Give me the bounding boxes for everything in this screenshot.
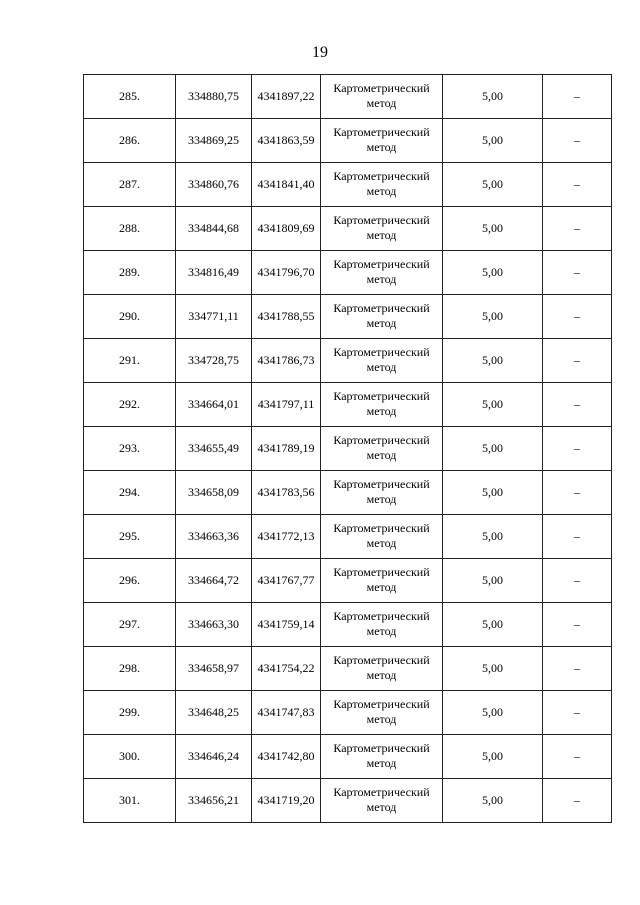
method-cell: Картометрический метод (321, 163, 443, 207)
note-cell: – (543, 515, 612, 559)
point-number-cell: 297. (84, 603, 176, 647)
point-number-cell: 290. (84, 295, 176, 339)
accuracy-cell: 5,00 (443, 691, 543, 735)
note-cell: – (543, 251, 612, 295)
x-coordinate-cell: 334728,75 (176, 339, 252, 383)
x-coordinate-cell: 334880,75 (176, 75, 252, 119)
point-number-cell: 288. (84, 207, 176, 251)
table-row (84, 207, 612, 251)
coordinates-table-body (84, 75, 612, 823)
point-number-cell: 289. (84, 251, 176, 295)
y-coordinate-cell: 4341742,80 (252, 735, 321, 779)
y-coordinate-cell: 4341783,56 (252, 471, 321, 515)
method-cell: Картометрический метод (321, 647, 443, 691)
point-number-cell: 300. (84, 735, 176, 779)
y-coordinate-cell: 4341796,70 (252, 251, 321, 295)
x-coordinate-cell: 334664,01 (176, 383, 252, 427)
accuracy-cell: 5,00 (443, 559, 543, 603)
table-row (84, 75, 612, 119)
note-cell: – (543, 735, 612, 779)
note-cell: – (543, 471, 612, 515)
method-cell: Картометрический метод (321, 339, 443, 383)
point-number-cell: 301. (84, 779, 176, 823)
point-number-cell: 285. (84, 75, 176, 119)
accuracy-cell: 5,00 (443, 779, 543, 823)
x-coordinate-cell: 334663,36 (176, 515, 252, 559)
method-cell: Картометрический метод (321, 119, 443, 163)
point-number-cell: 299. (84, 691, 176, 735)
table-row (84, 603, 612, 647)
table-row (84, 559, 612, 603)
point-number-cell: 286. (84, 119, 176, 163)
table-row (84, 383, 612, 427)
x-coordinate-cell: 334860,76 (176, 163, 252, 207)
accuracy-cell: 5,00 (443, 251, 543, 295)
y-coordinate-cell: 4341809,69 (252, 207, 321, 251)
accuracy-cell: 5,00 (443, 75, 543, 119)
note-cell: – (543, 119, 612, 163)
method-cell: Картометрический метод (321, 75, 443, 119)
table-row (84, 471, 612, 515)
accuracy-cell: 5,00 (443, 427, 543, 471)
x-coordinate-cell: 334663,30 (176, 603, 252, 647)
note-cell: – (543, 427, 612, 471)
accuracy-cell: 5,00 (443, 735, 543, 779)
table-row (84, 779, 612, 823)
x-coordinate-cell: 334658,97 (176, 647, 252, 691)
note-cell: – (543, 559, 612, 603)
accuracy-cell: 5,00 (443, 163, 543, 207)
y-coordinate-cell: 4341797,11 (252, 383, 321, 427)
method-cell: Картометрический метод (321, 735, 443, 779)
accuracy-cell: 5,00 (443, 119, 543, 163)
x-coordinate-cell: 334646,24 (176, 735, 252, 779)
note-cell: – (543, 779, 612, 823)
y-coordinate-cell: 4341747,83 (252, 691, 321, 735)
method-cell: Картометрический метод (321, 515, 443, 559)
point-number-cell: 293. (84, 427, 176, 471)
x-coordinate-cell: 334655,49 (176, 427, 252, 471)
page-number: 19 (312, 44, 328, 61)
method-cell: Картометрический метод (321, 691, 443, 735)
y-coordinate-cell: 4341754,22 (252, 647, 321, 691)
method-cell: Картометрический метод (321, 559, 443, 603)
note-cell: – (543, 691, 612, 735)
table-row (84, 515, 612, 559)
point-number-cell: 292. (84, 383, 176, 427)
x-coordinate-cell: 334648,25 (176, 691, 252, 735)
method-cell: Картометрический метод (321, 207, 443, 251)
accuracy-cell: 5,00 (443, 603, 543, 647)
method-cell: Картометрический метод (321, 427, 443, 471)
method-cell: Картометрический метод (321, 251, 443, 295)
table-row (84, 691, 612, 735)
table-row (84, 647, 612, 691)
note-cell: – (543, 207, 612, 251)
table-row (84, 251, 612, 295)
accuracy-cell: 5,00 (443, 207, 543, 251)
y-coordinate-cell: 4341786,73 (252, 339, 321, 383)
accuracy-cell: 5,00 (443, 647, 543, 691)
x-coordinate-cell: 334656,21 (176, 779, 252, 823)
note-cell: – (543, 339, 612, 383)
note-cell: – (543, 603, 612, 647)
method-cell: Картометрический метод (321, 779, 443, 823)
table-row (84, 163, 612, 207)
point-number-cell: 295. (84, 515, 176, 559)
point-number-cell: 291. (84, 339, 176, 383)
point-number-cell: 298. (84, 647, 176, 691)
method-cell: Картометрический метод (321, 471, 443, 515)
accuracy-cell: 5,00 (443, 515, 543, 559)
table-row (84, 339, 612, 383)
note-cell: – (543, 647, 612, 691)
note-cell: – (543, 295, 612, 339)
point-number-cell: 294. (84, 471, 176, 515)
y-coordinate-cell: 4341759,14 (252, 603, 321, 647)
coordinates-table (83, 74, 612, 823)
note-cell: – (543, 383, 612, 427)
table-row (84, 295, 612, 339)
x-coordinate-cell: 334664,72 (176, 559, 252, 603)
x-coordinate-cell: 334869,25 (176, 119, 252, 163)
method-cell: Картометрический метод (321, 383, 443, 427)
point-number-cell: 296. (84, 559, 176, 603)
y-coordinate-cell: 4341772,13 (252, 515, 321, 559)
method-cell: Картометрический метод (321, 603, 443, 647)
y-coordinate-cell: 4341789,19 (252, 427, 321, 471)
x-coordinate-cell: 334771,11 (176, 295, 252, 339)
method-cell: Картометрический метод (321, 295, 443, 339)
accuracy-cell: 5,00 (443, 471, 543, 515)
point-number-cell: 287. (84, 163, 176, 207)
y-coordinate-cell: 4341719,20 (252, 779, 321, 823)
x-coordinate-cell: 334658,09 (176, 471, 252, 515)
table-row (84, 427, 612, 471)
y-coordinate-cell: 4341767,77 (252, 559, 321, 603)
accuracy-cell: 5,00 (443, 339, 543, 383)
y-coordinate-cell: 4341788,55 (252, 295, 321, 339)
x-coordinate-cell: 334816,49 (176, 251, 252, 295)
note-cell: – (543, 75, 612, 119)
x-coordinate-cell: 334844,68 (176, 207, 252, 251)
y-coordinate-cell: 4341863,59 (252, 119, 321, 163)
accuracy-cell: 5,00 (443, 295, 543, 339)
table-row (84, 119, 612, 163)
accuracy-cell: 5,00 (443, 383, 543, 427)
y-coordinate-cell: 4341897,22 (252, 75, 321, 119)
note-cell: – (543, 163, 612, 207)
y-coordinate-cell: 4341841,40 (252, 163, 321, 207)
table-row (84, 735, 612, 779)
